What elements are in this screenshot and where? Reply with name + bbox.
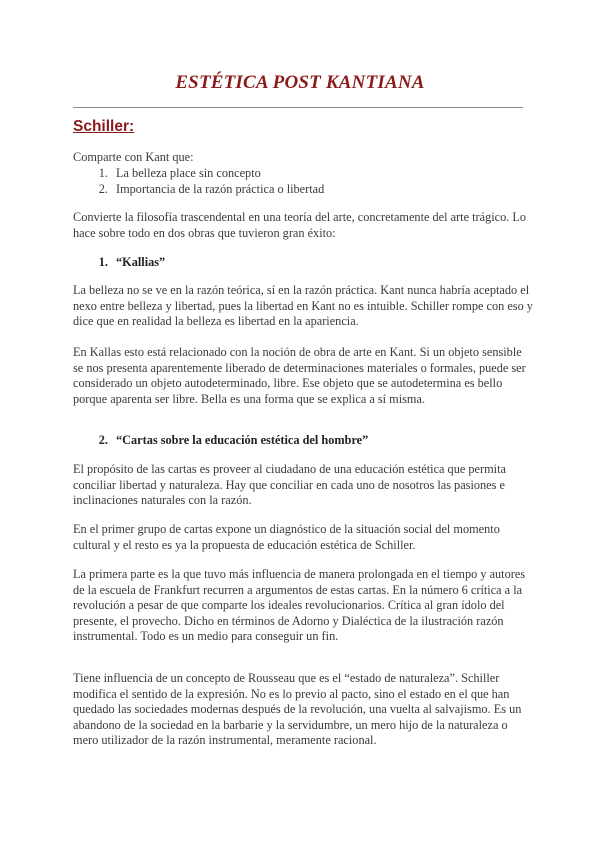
section-heading-schiller: Schiller: (73, 118, 135, 135)
subheading-number: 1. (98, 255, 108, 269)
intro-paragraph: Comparte con Kant que: (73, 150, 194, 164)
subheading-text: “Cartas sobre la educación estética del hombre” (116, 433, 369, 447)
subheading-number: 2. (98, 433, 108, 447)
subheading-kallias (73, 255, 533, 270)
paragraph-cartas-4: Tiene influencia de un concepto de Rousseau que es el “estado de naturaleza”. Schiller modifica el sentido de la expresión. No es lo previo al pacto, sino el estado en el que han quedado las sociedades modernas después de la revolución, una vuelta al salvajismo. Es un abandono de la sociedad en la barbarie y la servidumbre, un mero hijo de la naturaleza o mero utilizador de la razón instrumental, meramente racional. (73, 671, 522, 748)
paragraph-kallias-1: La belleza no se ve en la razón teórica, sí en la razón práctica. Kant nunca habría aceptado el nexo entre belleza y libertad, pues la libertad en Kant no es intuible. Schiller rompe con eso y dice que en realidad la belleza es libertad en la apariencia. (73, 283, 533, 329)
paragraph-cartas-3: La primera parte es la que tuvo más influencia de manera prolongada en el tiempo y autores de la escuela de Frankfurt recurren a argumentos de estas cartas. En la número 6 crítica a la revolución a pesar de que comparte los ideales revolucionarios. Crítica al gran ídolo del presente, el provecho. Dicho en términos de Adorno y Dialéctica de la ilustración razón instrumental. Todo es un medio para conseguir un fin. (73, 567, 526, 644)
list-item (73, 166, 533, 182)
list-item-text: Importancia de la razón práctica o libertad (116, 181, 325, 196)
paragraph-cartas-1: El propósito de las cartas es proveer al ciudadano de una educación estética que permita conciliar libertad y naturaleza. Hay que conciliar en cada uno de nosotros las pasiones e inclinaciones naturales con la razón. (73, 462, 506, 508)
title-divider (73, 107, 523, 108)
intro-list (73, 166, 533, 197)
list-item-number: 1. (98, 166, 108, 180)
paragraph-cartas-2: En el primer grupo de cartas expone un diagnóstico de la situación social del momento cultural y el resto es ya la propuesta de educación estética de Schiller. (73, 522, 500, 552)
list-item-number: 2. (98, 181, 108, 196)
paragraph-kallias-2: En Kallas esto está relacionado con la noción de obra de arte en Kant. Si un objeto sensible se nos presenta aparentemente liberado de determinaciones materiales o formales, puede ser considerado un objeto autodeterminado, libre. Ese objeto que se autodetermina es bello porque aparenta ser libre. Bella es una forma que se explica a sí misma. (73, 345, 526, 406)
subheading-text: “Kallias” (116, 255, 166, 269)
document-title: ESTÉTICA POST KANTIANA (175, 72, 425, 93)
subheading-cartas (73, 433, 533, 448)
paragraph-convierte: Convierte la filosofía trascendental en una teoría del arte, concretamente del arte trágico. Lo hace sobre todo en dos obras que tuvieron gran éxito: (73, 210, 527, 240)
list-item-text: La belleza place sin concepto (116, 166, 261, 180)
list-item (73, 182, 533, 198)
